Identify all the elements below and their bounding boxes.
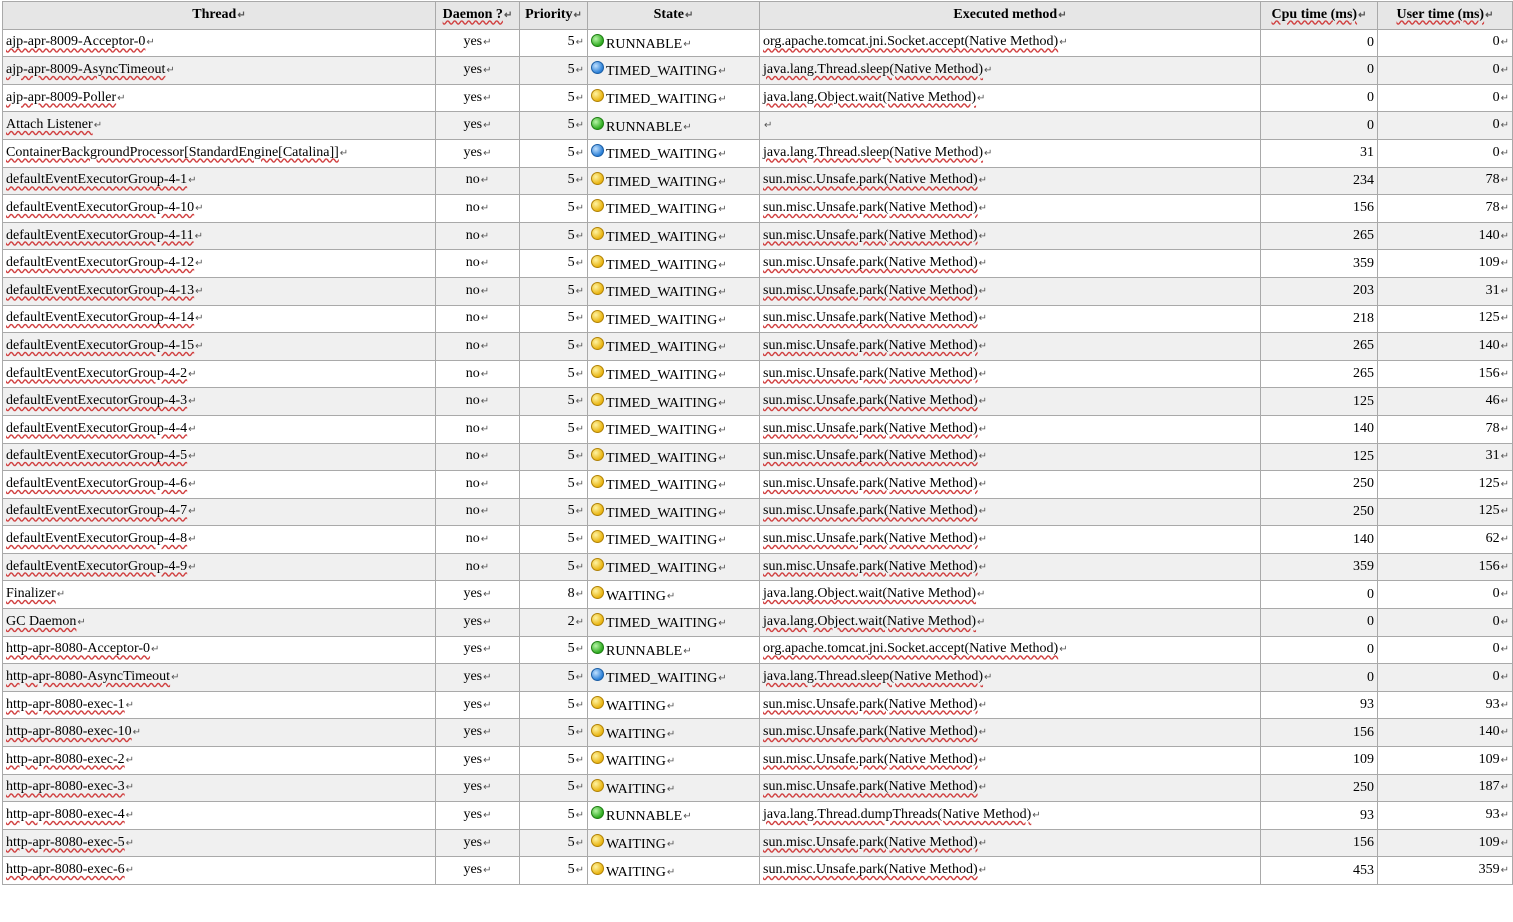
daemon-cell: yes↵	[436, 609, 520, 637]
daemon-cell: yes↵	[436, 581, 520, 609]
cpu-time-cell: 0	[1261, 581, 1378, 609]
thread-name-cell: http-apr-8080-Acceptor-0↵	[3, 636, 436, 664]
cpu-time-cell: 218	[1261, 305, 1378, 333]
executed-method-cell: java.lang.Thread.sleep(Native Method)↵	[760, 664, 1261, 692]
executed-method-cell: sun.misc.Unsafe.park(Native Method)↵	[760, 195, 1261, 223]
priority-cell: 5↵	[520, 443, 588, 471]
priority-cell: 5↵	[520, 305, 588, 333]
user-time-cell: 78↵	[1378, 195, 1513, 223]
user-time-cell: 125↵	[1378, 498, 1513, 526]
thread-name-cell: ajp-apr-8009-Acceptor-0↵	[3, 29, 436, 57]
user-time-cell: 0↵	[1378, 581, 1513, 609]
executed-method-cell: sun.misc.Unsafe.park(Native Method)↵	[760, 305, 1261, 333]
column-header-daemon[interactable]: Daemon ?↵	[436, 2, 520, 30]
daemon-cell: no↵	[436, 167, 520, 195]
executed-method-cell: java.lang.Thread.dumpThreads(Native Method)↵	[760, 802, 1261, 830]
daemon-cell: yes↵	[436, 802, 520, 830]
state-yellow-icon	[591, 227, 604, 240]
state-cell: WAITING↵	[588, 691, 760, 719]
daemon-cell: no↵	[436, 195, 520, 223]
table-row[interactable]	[3, 443, 1513, 471]
user-time-cell: 125↵	[1378, 305, 1513, 333]
thread-name-cell: GC Daemon↵	[3, 609, 436, 637]
column-header-executed-method[interactable]: Executed method↵	[760, 2, 1261, 30]
column-header-thread[interactable]: Thread↵	[3, 2, 436, 30]
executed-method-cell: sun.misc.Unsafe.park(Native Method)↵	[760, 415, 1261, 443]
table-row[interactable]	[3, 829, 1513, 857]
state-cell: TIMED_WAITING↵	[588, 471, 760, 499]
state-yellow-icon	[591, 862, 604, 875]
cpu-time-cell: 0	[1261, 664, 1378, 692]
thread-name-cell: http-apr-8080-exec-2↵	[3, 747, 436, 775]
thread-name-cell: Finalizer↵	[3, 581, 436, 609]
user-time-cell: 0↵	[1378, 57, 1513, 85]
priority-cell: 5↵	[520, 498, 588, 526]
daemon-cell: no↵	[436, 415, 520, 443]
table-row[interactable]	[3, 747, 1513, 775]
table-row[interactable]	[3, 498, 1513, 526]
executed-method-cell: java.lang.Object.wait(Native Method)↵	[760, 609, 1261, 637]
executed-method-cell: org.apache.tomcat.jni.Socket.accept(Native Method)↵	[760, 636, 1261, 664]
thread-name-cell: defaultEventExecutorGroup-4-6↵	[3, 471, 436, 499]
priority-cell: 5↵	[520, 802, 588, 830]
state-yellow-icon	[591, 696, 604, 709]
user-time-cell: 187↵	[1378, 774, 1513, 802]
state-yellow-icon	[591, 558, 604, 571]
daemon-cell: no↵	[436, 388, 520, 416]
thread-name-cell: defaultEventExecutorGroup-4-5↵	[3, 443, 436, 471]
thread-name-cell: defaultEventExecutorGroup-4-15↵	[3, 333, 436, 361]
table-header-row	[3, 2, 1513, 30]
state-yellow-icon	[591, 503, 604, 516]
column-header-cpu-time[interactable]: Cpu time (ms)↵	[1261, 2, 1378, 30]
thread-name-cell: defaultEventExecutorGroup-4-12↵	[3, 250, 436, 278]
state-cell: RUNNABLE↵	[588, 636, 760, 664]
priority-cell: 5↵	[520, 139, 588, 167]
daemon-cell: no↵	[436, 443, 520, 471]
executed-method-cell: sun.misc.Unsafe.park(Native Method)↵	[760, 250, 1261, 278]
table-row[interactable]	[3, 719, 1513, 747]
priority-cell: 5↵	[520, 553, 588, 581]
user-time-cell: 156↵	[1378, 360, 1513, 388]
user-time-cell: 93↵	[1378, 802, 1513, 830]
user-time-cell: 109↵	[1378, 250, 1513, 278]
user-time-cell: 31↵	[1378, 443, 1513, 471]
state-green-icon	[591, 117, 604, 130]
daemon-cell: no↵	[436, 498, 520, 526]
cpu-time-cell: 359	[1261, 553, 1378, 581]
state-blue-icon	[591, 668, 604, 681]
priority-cell: 5↵	[520, 747, 588, 775]
cpu-time-cell: 250	[1261, 471, 1378, 499]
column-header-user-time[interactable]: User time (ms)↵	[1378, 2, 1513, 30]
state-cell: TIMED_WAITING↵	[588, 250, 760, 278]
cpu-time-cell: 156	[1261, 195, 1378, 223]
table-row[interactable]	[3, 471, 1513, 499]
executed-method-cell: java.lang.Thread.sleep(Native Method)↵	[760, 139, 1261, 167]
state-yellow-icon	[591, 255, 604, 268]
state-cell: TIMED_WAITING↵	[588, 360, 760, 388]
state-cell: TIMED_WAITING↵	[588, 609, 760, 637]
cpu-time-cell: 0	[1261, 84, 1378, 112]
table-row[interactable]	[3, 195, 1513, 223]
table-row[interactable]	[3, 857, 1513, 885]
daemon-cell: no↵	[436, 360, 520, 388]
cpu-time-cell: 0	[1261, 29, 1378, 57]
threads-table-body	[3, 29, 1513, 884]
table-row[interactable]	[3, 802, 1513, 830]
daemon-cell: no↵	[436, 526, 520, 554]
thread-name-cell: defaultEventExecutorGroup-4-4↵	[3, 415, 436, 443]
executed-method-cell: java.lang.Object.wait(Native Method)↵	[760, 581, 1261, 609]
executed-method-cell: sun.misc.Unsafe.park(Native Method)↵	[760, 167, 1261, 195]
priority-cell: 5↵	[520, 29, 588, 57]
thread-name-cell: ContainerBackgroundProcessor[StandardEngine[Catalina]]↵	[3, 139, 436, 167]
priority-cell: 5↵	[520, 360, 588, 388]
user-time-cell: 125↵	[1378, 471, 1513, 499]
daemon-cell: yes↵	[436, 57, 520, 85]
user-time-cell: 31↵	[1378, 277, 1513, 305]
cpu-time-cell: 0	[1261, 112, 1378, 140]
state-cell: RUNNABLE↵	[588, 802, 760, 830]
state-yellow-icon	[591, 779, 604, 792]
user-time-cell: 109↵	[1378, 747, 1513, 775]
table-row[interactable]	[3, 305, 1513, 333]
thread-name-cell: defaultEventExecutorGroup-4-2↵	[3, 360, 436, 388]
priority-cell: 5↵	[520, 195, 588, 223]
cpu-time-cell: 234	[1261, 167, 1378, 195]
state-cell: TIMED_WAITING↵	[588, 57, 760, 85]
daemon-cell: yes↵	[436, 829, 520, 857]
user-time-cell: 62↵	[1378, 526, 1513, 554]
state-yellow-icon	[591, 586, 604, 599]
user-time-cell: 109↵	[1378, 829, 1513, 857]
table-row[interactable]	[3, 29, 1513, 57]
priority-cell: 5↵	[520, 84, 588, 112]
daemon-cell: yes↵	[436, 747, 520, 775]
state-cell: WAITING↵	[588, 857, 760, 885]
thread-name-cell: http-apr-8080-exec-1↵	[3, 691, 436, 719]
cpu-time-cell: 359	[1261, 250, 1378, 278]
state-cell: WAITING↵	[588, 747, 760, 775]
executed-method-cell: sun.misc.Unsafe.park(Native Method)↵	[760, 857, 1261, 885]
state-cell: TIMED_WAITING↵	[588, 222, 760, 250]
daemon-cell: yes↵	[436, 664, 520, 692]
executed-method-cell: ↵	[760, 112, 1261, 140]
executed-method-cell: sun.misc.Unsafe.park(Native Method)↵	[760, 747, 1261, 775]
state-cell: WAITING↵	[588, 774, 760, 802]
executed-method-cell: sun.misc.Unsafe.park(Native Method)↵	[760, 526, 1261, 554]
table-row[interactable]	[3, 691, 1513, 719]
table-row[interactable]	[3, 581, 1513, 609]
daemon-cell: no↵	[436, 250, 520, 278]
priority-cell: 8↵	[520, 581, 588, 609]
thread-name-cell: http-apr-8080-exec-4↵	[3, 802, 436, 830]
cpu-time-cell: 125	[1261, 388, 1378, 416]
priority-cell: 5↵	[520, 333, 588, 361]
table-row[interactable]	[3, 774, 1513, 802]
priority-cell: 5↵	[520, 774, 588, 802]
table-row[interactable]	[3, 553, 1513, 581]
state-cell: TIMED_WAITING↵	[588, 664, 760, 692]
priority-cell: 5↵	[520, 691, 588, 719]
state-yellow-icon	[591, 199, 604, 212]
state-yellow-icon	[591, 475, 604, 488]
state-cell: TIMED_WAITING↵	[588, 305, 760, 333]
state-cell: RUNNABLE↵	[588, 29, 760, 57]
daemon-cell: no↵	[436, 222, 520, 250]
daemon-cell: no↵	[436, 471, 520, 499]
thread-name-cell: Attach Listener↵	[3, 112, 436, 140]
state-yellow-icon	[591, 337, 604, 350]
state-cell: TIMED_WAITING↵	[588, 553, 760, 581]
cpu-time-cell: 156	[1261, 719, 1378, 747]
user-time-cell: 0↵	[1378, 609, 1513, 637]
table-row[interactable]	[3, 112, 1513, 140]
user-time-cell: 0↵	[1378, 84, 1513, 112]
user-time-cell: 359↵	[1378, 857, 1513, 885]
state-yellow-icon	[591, 530, 604, 543]
table-row[interactable]	[3, 333, 1513, 361]
daemon-cell: no↵	[436, 305, 520, 333]
executed-method-cell: java.lang.Object.wait(Native Method)↵	[760, 84, 1261, 112]
priority-cell: 5↵	[520, 719, 588, 747]
user-time-cell: 46↵	[1378, 388, 1513, 416]
state-cell: RUNNABLE↵	[588, 112, 760, 140]
state-cell: TIMED_WAITING↵	[588, 498, 760, 526]
state-yellow-icon	[591, 834, 604, 847]
daemon-cell: yes↵	[436, 774, 520, 802]
executed-method-cell: sun.misc.Unsafe.park(Native Method)↵	[760, 222, 1261, 250]
thread-name-cell: http-apr-8080-exec-3↵	[3, 774, 436, 802]
daemon-cell: no↵	[436, 553, 520, 581]
priority-cell: 5↵	[520, 471, 588, 499]
table-row[interactable]	[3, 388, 1513, 416]
state-cell: TIMED_WAITING↵	[588, 167, 760, 195]
executed-method-cell: sun.misc.Unsafe.park(Native Method)↵	[760, 719, 1261, 747]
executed-method-cell: sun.misc.Unsafe.park(Native Method)↵	[760, 360, 1261, 388]
thread-name-cell: defaultEventExecutorGroup-4-14↵	[3, 305, 436, 333]
state-green-icon	[591, 806, 604, 819]
executed-method-cell: java.lang.Thread.sleep(Native Method)↵	[760, 57, 1261, 85]
user-time-cell: 78↵	[1378, 415, 1513, 443]
state-green-icon	[591, 641, 604, 654]
thread-name-cell: defaultEventExecutorGroup-4-10↵	[3, 195, 436, 223]
daemon-cell: yes↵	[436, 636, 520, 664]
table-row[interactable]	[3, 139, 1513, 167]
cpu-time-cell: 265	[1261, 333, 1378, 361]
user-time-cell: 0↵	[1378, 664, 1513, 692]
state-yellow-icon	[591, 310, 604, 323]
state-yellow-icon	[591, 751, 604, 764]
table-row[interactable]	[3, 609, 1513, 637]
thread-name-cell: ajp-apr-8009-Poller↵	[3, 84, 436, 112]
thread-name-cell: http-apr-8080-AsyncTimeout↵	[3, 664, 436, 692]
user-time-cell: 0↵	[1378, 29, 1513, 57]
priority-cell: 5↵	[520, 664, 588, 692]
state-yellow-icon	[591, 448, 604, 461]
state-yellow-icon	[591, 365, 604, 378]
user-time-cell: 0↵	[1378, 139, 1513, 167]
priority-cell: 5↵	[520, 829, 588, 857]
state-cell: TIMED_WAITING↵	[588, 415, 760, 443]
user-time-cell: 140↵	[1378, 333, 1513, 361]
cpu-time-cell: 93	[1261, 691, 1378, 719]
thread-name-cell: ajp-apr-8009-AsyncTimeout↵	[3, 57, 436, 85]
thread-name-cell: defaultEventExecutorGroup-4-11↵	[3, 222, 436, 250]
state-cell: WAITING↵	[588, 829, 760, 857]
priority-cell: 5↵	[520, 57, 588, 85]
thread-name-cell: http-apr-8080-exec-10↵	[3, 719, 436, 747]
state-yellow-icon	[591, 420, 604, 433]
table-row[interactable]	[3, 526, 1513, 554]
thread-name-cell: http-apr-8080-exec-5↵	[3, 829, 436, 857]
table-row[interactable]	[3, 636, 1513, 664]
state-cell: TIMED_WAITING↵	[588, 277, 760, 305]
state-cell: TIMED_WAITING↵	[588, 388, 760, 416]
thread-name-cell: defaultEventExecutorGroup-4-13↵	[3, 277, 436, 305]
user-time-cell: 0↵	[1378, 636, 1513, 664]
daemon-cell: yes↵	[436, 719, 520, 747]
daemon-cell: yes↵	[436, 29, 520, 57]
state-cell: TIMED_WAITING↵	[588, 139, 760, 167]
cpu-time-cell: 453	[1261, 857, 1378, 885]
priority-cell: 5↵	[520, 636, 588, 664]
state-yellow-icon	[591, 613, 604, 626]
user-time-cell: 156↵	[1378, 553, 1513, 581]
state-blue-icon	[591, 144, 604, 157]
cpu-time-cell: 125	[1261, 443, 1378, 471]
cpu-time-cell: 265	[1261, 222, 1378, 250]
cpu-time-cell: 109	[1261, 747, 1378, 775]
priority-cell: 5↵	[520, 250, 588, 278]
state-cell: TIMED_WAITING↵	[588, 526, 760, 554]
user-time-cell: 0↵	[1378, 112, 1513, 140]
cpu-time-cell: 140	[1261, 526, 1378, 554]
priority-cell: 5↵	[520, 526, 588, 554]
cpu-time-cell: 250	[1261, 774, 1378, 802]
cpu-time-cell: 0	[1261, 57, 1378, 85]
state-cell: WAITING↵	[588, 581, 760, 609]
column-header-priority[interactable]: Priority↵	[520, 2, 588, 30]
table-row[interactable]	[3, 167, 1513, 195]
daemon-cell: yes↵	[436, 84, 520, 112]
daemon-cell: yes↵	[436, 139, 520, 167]
thread-name-cell: defaultEventExecutorGroup-4-3↵	[3, 388, 436, 416]
thread-name-cell: defaultEventExecutorGroup-4-1↵	[3, 167, 436, 195]
thread-name-cell: defaultEventExecutorGroup-4-9↵	[3, 553, 436, 581]
cpu-time-cell: 93	[1261, 802, 1378, 830]
executed-method-cell: sun.misc.Unsafe.park(Native Method)↵	[760, 333, 1261, 361]
executed-method-cell: sun.misc.Unsafe.park(Native Method)↵	[760, 443, 1261, 471]
table-row[interactable]	[3, 277, 1513, 305]
user-time-cell: 140↵	[1378, 222, 1513, 250]
executed-method-cell: org.apache.tomcat.jni.Socket.accept(Native Method)↵	[760, 29, 1261, 57]
priority-cell: 5↵	[520, 222, 588, 250]
cpu-time-cell: 203	[1261, 277, 1378, 305]
priority-cell: 5↵	[520, 857, 588, 885]
table-row[interactable]	[3, 250, 1513, 278]
table-row[interactable]	[3, 664, 1513, 692]
table-row[interactable]	[3, 415, 1513, 443]
column-header-state[interactable]: State↵	[588, 2, 760, 30]
table-row[interactable]	[3, 57, 1513, 85]
cpu-time-cell: 31	[1261, 139, 1378, 167]
state-yellow-icon	[591, 172, 604, 185]
state-yellow-icon	[591, 282, 604, 295]
priority-cell: 2↵	[520, 609, 588, 637]
state-cell: TIMED_WAITING↵	[588, 195, 760, 223]
executed-method-cell: sun.misc.Unsafe.park(Native Method)↵	[760, 498, 1261, 526]
state-yellow-icon	[591, 724, 604, 737]
state-green-icon	[591, 34, 604, 47]
daemon-cell: yes↵	[436, 112, 520, 140]
thread-name-cell: defaultEventExecutorGroup-4-8↵	[3, 526, 436, 554]
cpu-time-cell: 156	[1261, 829, 1378, 857]
state-yellow-icon	[591, 89, 604, 102]
thread-name-cell: defaultEventExecutorGroup-4-7↵	[3, 498, 436, 526]
priority-cell: 5↵	[520, 277, 588, 305]
executed-method-cell: sun.misc.Unsafe.park(Native Method)↵	[760, 388, 1261, 416]
priority-cell: 5↵	[520, 167, 588, 195]
executed-method-cell: sun.misc.Unsafe.park(Native Method)↵	[760, 774, 1261, 802]
state-cell: TIMED_WAITING↵	[588, 333, 760, 361]
priority-cell: 5↵	[520, 112, 588, 140]
daemon-cell: yes↵	[436, 691, 520, 719]
table-row[interactable]	[3, 360, 1513, 388]
table-row[interactable]	[3, 84, 1513, 112]
state-cell: TIMED_WAITING↵	[588, 84, 760, 112]
user-time-cell: 140↵	[1378, 719, 1513, 747]
cpu-time-cell: 265	[1261, 360, 1378, 388]
thread-name-cell: http-apr-8080-exec-6↵	[3, 857, 436, 885]
state-yellow-icon	[591, 393, 604, 406]
priority-cell: 5↵	[520, 388, 588, 416]
user-time-cell: 93↵	[1378, 691, 1513, 719]
executed-method-cell: sun.misc.Unsafe.park(Native Method)↵	[760, 277, 1261, 305]
executed-method-cell: sun.misc.Unsafe.park(Native Method)↵	[760, 553, 1261, 581]
priority-cell: 5↵	[520, 415, 588, 443]
state-cell: TIMED_WAITING↵	[588, 443, 760, 471]
daemon-cell: yes↵	[436, 857, 520, 885]
cpu-time-cell: 250	[1261, 498, 1378, 526]
executed-method-cell: sun.misc.Unsafe.park(Native Method)↵	[760, 471, 1261, 499]
executed-method-cell: sun.misc.Unsafe.park(Native Method)↵	[760, 691, 1261, 719]
daemon-cell: no↵	[436, 277, 520, 305]
cpu-time-cell: 140	[1261, 415, 1378, 443]
state-blue-icon	[591, 61, 604, 74]
executed-method-cell: sun.misc.Unsafe.park(Native Method)↵	[760, 829, 1261, 857]
table-row[interactable]	[3, 222, 1513, 250]
daemon-cell: no↵	[436, 333, 520, 361]
threads-table	[2, 1, 1513, 885]
state-cell: WAITING↵	[588, 719, 760, 747]
cpu-time-cell: 0	[1261, 636, 1378, 664]
cpu-time-cell: 0	[1261, 609, 1378, 637]
user-time-cell: 78↵	[1378, 167, 1513, 195]
